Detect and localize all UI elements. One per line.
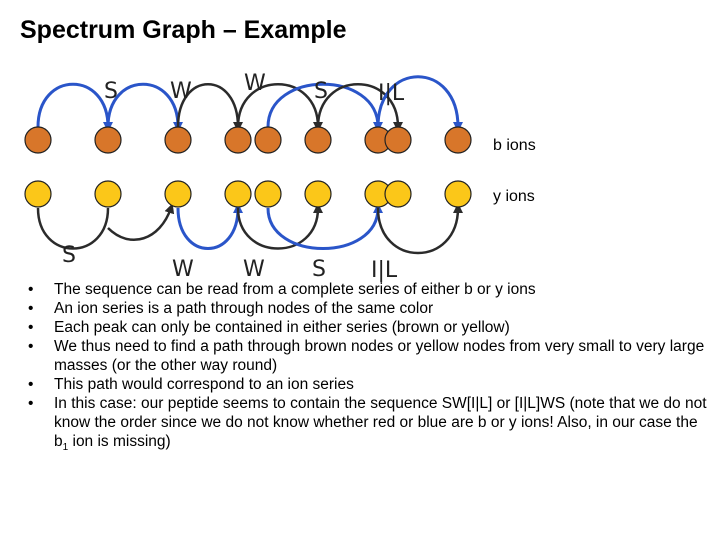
bottom-arc-to-y3 <box>108 208 171 240</box>
bullet-item <box>28 280 712 299</box>
bottom-arc-il <box>378 208 458 253</box>
bullet-item <box>28 337 712 375</box>
b-ion-nodes <box>25 127 471 153</box>
y-node-1 <box>25 181 51 207</box>
bullet-text-end: ion is missing) <box>68 433 171 450</box>
bottom-arc-w1 <box>178 208 238 249</box>
y-node-5 <box>255 181 281 207</box>
bottom-arc-s2 <box>268 208 378 249</box>
bullet-item <box>28 318 712 337</box>
top-arc-s <box>38 84 108 127</box>
b-node-5 <box>255 127 281 153</box>
bottom-label-5: I|L <box>371 258 398 283</box>
y-node-9 <box>445 181 471 207</box>
b-ions-label: b ions <box>493 137 536 154</box>
bullet-text: In this case: our peptide seems to contain the sequence SW[I|L] or [I|L]WS (note that we do not know the order since we do not know whether red or blue are b or y ions! Also, in our case the b <box>54 395 707 450</box>
y-node-8 <box>385 181 411 207</box>
b-node-6 <box>305 127 331 153</box>
bottom-label-1: S <box>62 243 76 268</box>
b-node-4 <box>225 127 251 153</box>
bottom-label-3: W <box>243 257 265 282</box>
bottom-arc-w2 <box>238 208 318 249</box>
top-label-2: W <box>170 79 192 104</box>
bullet-item <box>28 375 712 394</box>
bullet-text: Each peak can only be contained in either series (brown or yellow) <box>54 319 510 336</box>
top-label-4: S <box>314 79 328 104</box>
y-node-6 <box>305 181 331 207</box>
top-label-3: W <box>244 71 266 96</box>
b-node-2 <box>95 127 121 153</box>
b-node-9 <box>445 127 471 153</box>
bullet-text: We thus need to find a path through brown nodes or yellow nodes from very small to very large masses (or the other way round) <box>54 338 705 374</box>
top-label-1: S <box>104 79 118 104</box>
bullet-item <box>28 394 712 457</box>
bullet-text: This path would correspond to an ion series <box>54 376 354 393</box>
top-label-5: I|L <box>378 81 405 106</box>
bullet-text: An ion series is a path through nodes of the same color <box>54 300 434 317</box>
bullet-item <box>28 299 712 318</box>
y-ions-label: y ions <box>493 188 535 205</box>
top-arc-w1 <box>108 84 178 127</box>
bottom-label-2: W <box>172 257 194 282</box>
slide-title: Spectrum Graph – Example <box>20 16 347 44</box>
bullet-text: The sequence can be read from a complete series of either b or y ions <box>54 281 536 298</box>
y-ion-nodes <box>25 181 471 207</box>
bullet-list <box>28 280 712 457</box>
b-node-1 <box>25 127 51 153</box>
y-node-2 <box>95 181 121 207</box>
bullet-subscript: 1 <box>62 442 69 454</box>
y-node-4 <box>225 181 251 207</box>
b-node-8 <box>385 127 411 153</box>
b-node-3 <box>165 127 191 153</box>
y-node-3 <box>165 181 191 207</box>
bottom-label-4: S <box>312 257 326 282</box>
